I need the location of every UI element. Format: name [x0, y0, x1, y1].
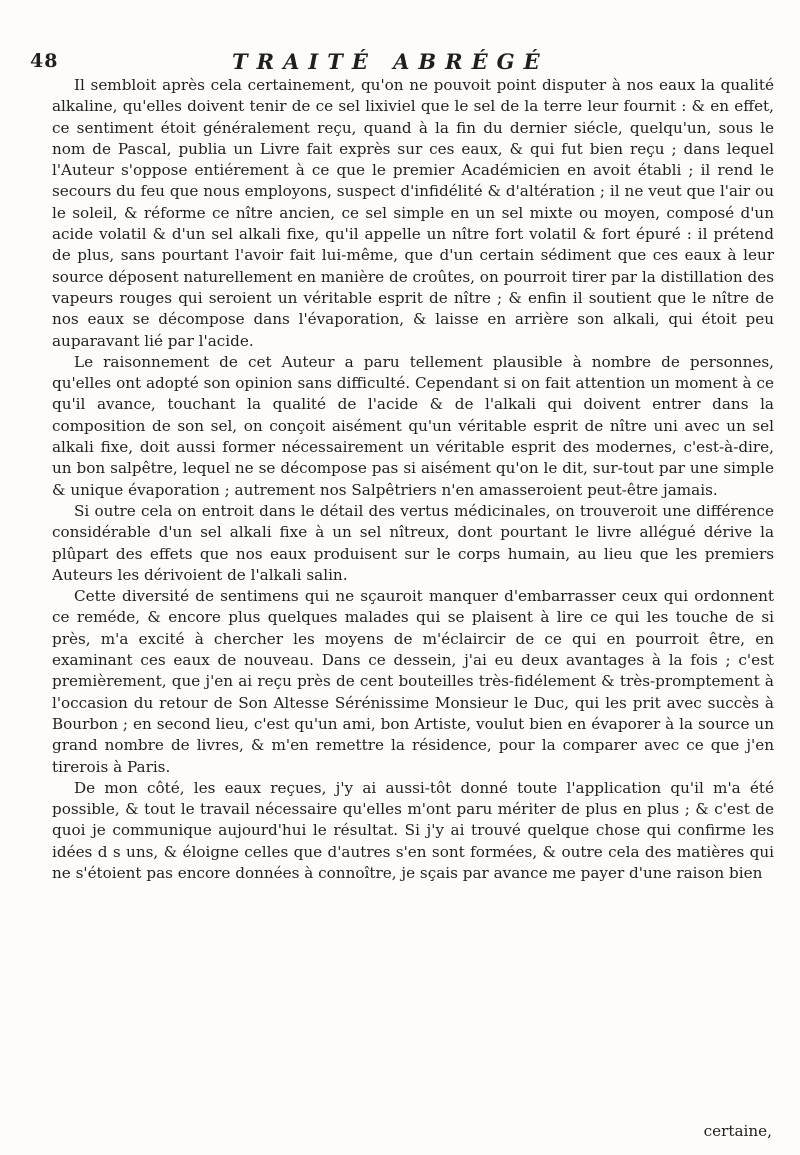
- paragraph: Cette diversité de sentimens qui ne sçauroit manquer d'embarrasser ceux qui ordonnent ce reméde, & encore plus quelques malades qui se plaisent à lire ce qui les touche de si près, m'a excité à chercher les moyens de m'éclaircir de ce qui en pourroit être, en examinant ces eaux de nouveau. Dans ce dessein, j'ai eu deux avantages à la fois ; c'est premièrement, que j'en ai reçu près de cent bouteilles très-fidélement & très-promptement à l'occasion du retour de Son Altesse Sérénissime Monsieur le Duc, qui les prit avec succès à Bourbon ; en second lieu, c'est qu'un ami, bon Artiste, voulut bien en évaporer à la source un grand nombre de livres, & m'en remettre la résidence, pour la comparer avec ce que j'en tirerois à Paris.: [52, 587, 774, 776]
- paragraph: Le raisonnement de cet Auteur a paru tellement plausible à nombre de personnes, qu'elles ont adopté son opinion sans difficulté. Cependant si on fait attention un moment à ce qu'il avance, touchant la qualité de l'acide & de l'alkali qui doivent entrer dans la composition de son sel, on conçoit aisément qu'un véritable esprit de nître uni avec un sel alkali fixe, doit aussi former nécessairement un véritable esprit des modernes, c'est-à-dire, un bon salpêtre, lequel ne se décompose pas si aisément qu'on le dit, sur-tout par une simple & unique évaporation ; autrement nos Salpêtriers n'en amasseroient peut-être jamais.: [52, 352, 774, 499]
- paragraph: Il sembloit après cela certainement, qu'on ne pouvoit point disputer à nos eaux la qualité alkaline, qu'elles doivent tenir de ce sel lixiviel que le sel de la terre leur fournit : & en effet, ce sentiment étoit généralement reçu, quand à la fin du dernier siécle, quelqu'un, sous le nom de Pascal, publia un Livre fait exprès sur ces eaux, & qui fut bien reçu ; dans lequel l'Auteur s'oppose entiérement à ce que le premier Académicien en avoit établi ; il rend le secours du feu que nous employons, suspect d'infidélité & d'altération ; il ne veut que l'air ou le soleil, & réforme ce nître ancien, ce sel simple en un sel mixte ou moyen, composé d'un acide volatil & d'un sel alkali fixe, qu'il appelle un nître fort volatil & fort épuré : il prétend de plus, sans pourtant l'avoir fait lui-même, que d'un certain sédiment que ces eaux à leur source déposent naturellement en manière de croûtes, on pourroit tirer par la distillation des vapeurs rouges qui seroient un véritable esprit de nître ; & enfin il soutient que le nître de nos eaux se décompose dans l'évaporation, & laisse en arrière son alkali, qui étoit peu auparavant lié par l'acide.: [52, 76, 774, 350]
- page-number: 48: [30, 50, 59, 72]
- paragraph: Si outre cela on entroit dans le détail des vertus médicinales, on trouveroit une différence considérable d'un sel alkali fixe à un sel nîtreux, dont pourtant le livre allégué dérive la plûpart des effets que nos eaux produisent sur le corps humain, au lieu que les premiers Auteurs les dérivoient de l'alkali salin.: [52, 501, 774, 584]
- catchword: certaine,: [703, 1122, 772, 1140]
- paragraph: De mon côté, les eaux reçues, j'y ai aussi-tôt donné toute l'application qu'il m'a été possible, & tout le travail nécessaire qu'elles m'ont paru mériter de plus en plus ; & c'est de quoi je communique aujourd'hui le résultat. Si j'y ai trouvé quelque chose qui confirme les idées d s uns, & éloigne celles que d'autres s'en sont formées, & outre cela des matières qui ne s'étoient pas encore données à connoître, je sçais par avance me payer d'une raison bien: [52, 778, 774, 882]
- body-text: [52, 75, 774, 884]
- running-title: TRAITÉ ABRÉGÉ: [232, 49, 549, 74]
